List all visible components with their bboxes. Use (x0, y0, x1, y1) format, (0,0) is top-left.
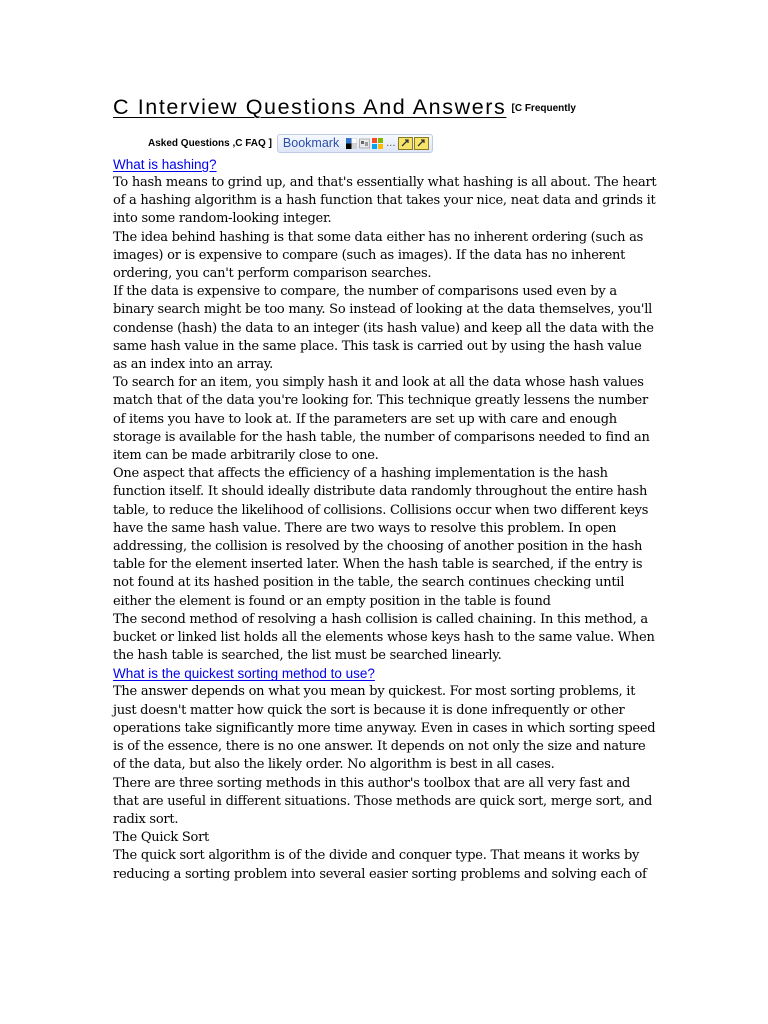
answer-paragraph: The answer depends on what you mean by quickest. For most sorting problems, it just doesn't matter how quick the sort is because it is done infrequently or other operations take significantly more time anyway. Even in cases in which sorting speed is of the essence, there is no one answer. It depends on not only the size and nature of the data, but also the likely order. No algorithm is best in all cases. (113, 684, 656, 773)
answer-paragraph: There are three sorting methods in this author's toolbox that are all very fast and that are useful in different situations. Those methods are quick sort, merge sort, and radix sort. (113, 775, 653, 827)
more-services-indicator[interactable]: ... (386, 137, 396, 149)
title-note-line1: [C Frequently (511, 103, 576, 114)
page-title: C Interview Questions And Answers (113, 95, 507, 119)
share-arrow-icon[interactable] (398, 137, 413, 150)
share-arrow-icon-2[interactable] (414, 137, 429, 150)
windows-live-icon[interactable] (372, 134, 383, 153)
answer-paragraph: The quick sort algorithm is of the divide and conquer type. That means it works by reducing a sorting problem into several easier sorting problems and solving each of (113, 848, 647, 882)
title-note-line2: Asked Questions ,C FAQ ] (148, 137, 272, 149)
subheading-quick-sort: The Quick Sort (113, 830, 210, 846)
answer-paragraph: The second method of resolving a hash collision is called chaining. In this method, a bucket or linked list holds all the elements whose keys hash to the same value. When the hash table is searched, the list must be searched linearly. (113, 611, 655, 664)
answer-paragraph: One aspect that affects the efficiency of a hashing implementation is the hash function itself. It should ideally distribute data randomly throughout the entire hash table, to reduce the likelihood of collisions. Collisions occur when two different keys have the same hash value. There are two ways to resolve this problem. In open addressing, the collision is resolved by the choosing of another position in the hash table for the element inserted later. When the hash table is searched, if the entry is not found at its hashed position in the table, the search continues checking until either the element is found or an empty position in the table is found (113, 466, 649, 609)
answer-paragraph: To search for an item, you simply hash it and look at all the data whose hash values match that of the data you're looking for. This technique greatly lessens the number of items you have to look at. If the parameters are set up with care and enough storage is available for the hash table, the number of comparisons needed to find an item can be made arbitrarily close to one. (113, 375, 650, 464)
document-page (113, 92, 658, 884)
bookmark-widget[interactable] (277, 134, 433, 153)
answer-paragraph: The idea behind hashing is that some data either has no inherent ordering (such as images) or is expensive to compare (such as images). If the data has no inherent ordering, you can't perform comparison searches. (113, 229, 644, 282)
bookmark-label[interactable]: Bookmark (282, 136, 340, 150)
subtitle-row (148, 130, 658, 156)
delicious-icon[interactable] (346, 134, 357, 153)
answer-paragraph: To hash means to grind up, and that's essentially what hashing is all about. The heart of a hashing algorithm is a hash function that takes your nice, neat data and grinds it into some random-looking integer. (113, 175, 657, 227)
question-heading-sorting[interactable]: What is the quickest sorting method to use? (113, 666, 375, 682)
answer-paragraph: If the data is expensive to compare, the number of comparisons used even by a binary search might be too many. So instead of looking at the data themselves, you'll condense (hash) the data to an integer (its hash value) and keep all the data with the same hash value in the same place. This task is carried out by using the hash value as an index into an array. (113, 284, 654, 373)
title-row (113, 92, 658, 127)
question-heading-hashing[interactable]: What is hashing? (113, 157, 217, 172)
digg-icon[interactable] (359, 134, 370, 153)
